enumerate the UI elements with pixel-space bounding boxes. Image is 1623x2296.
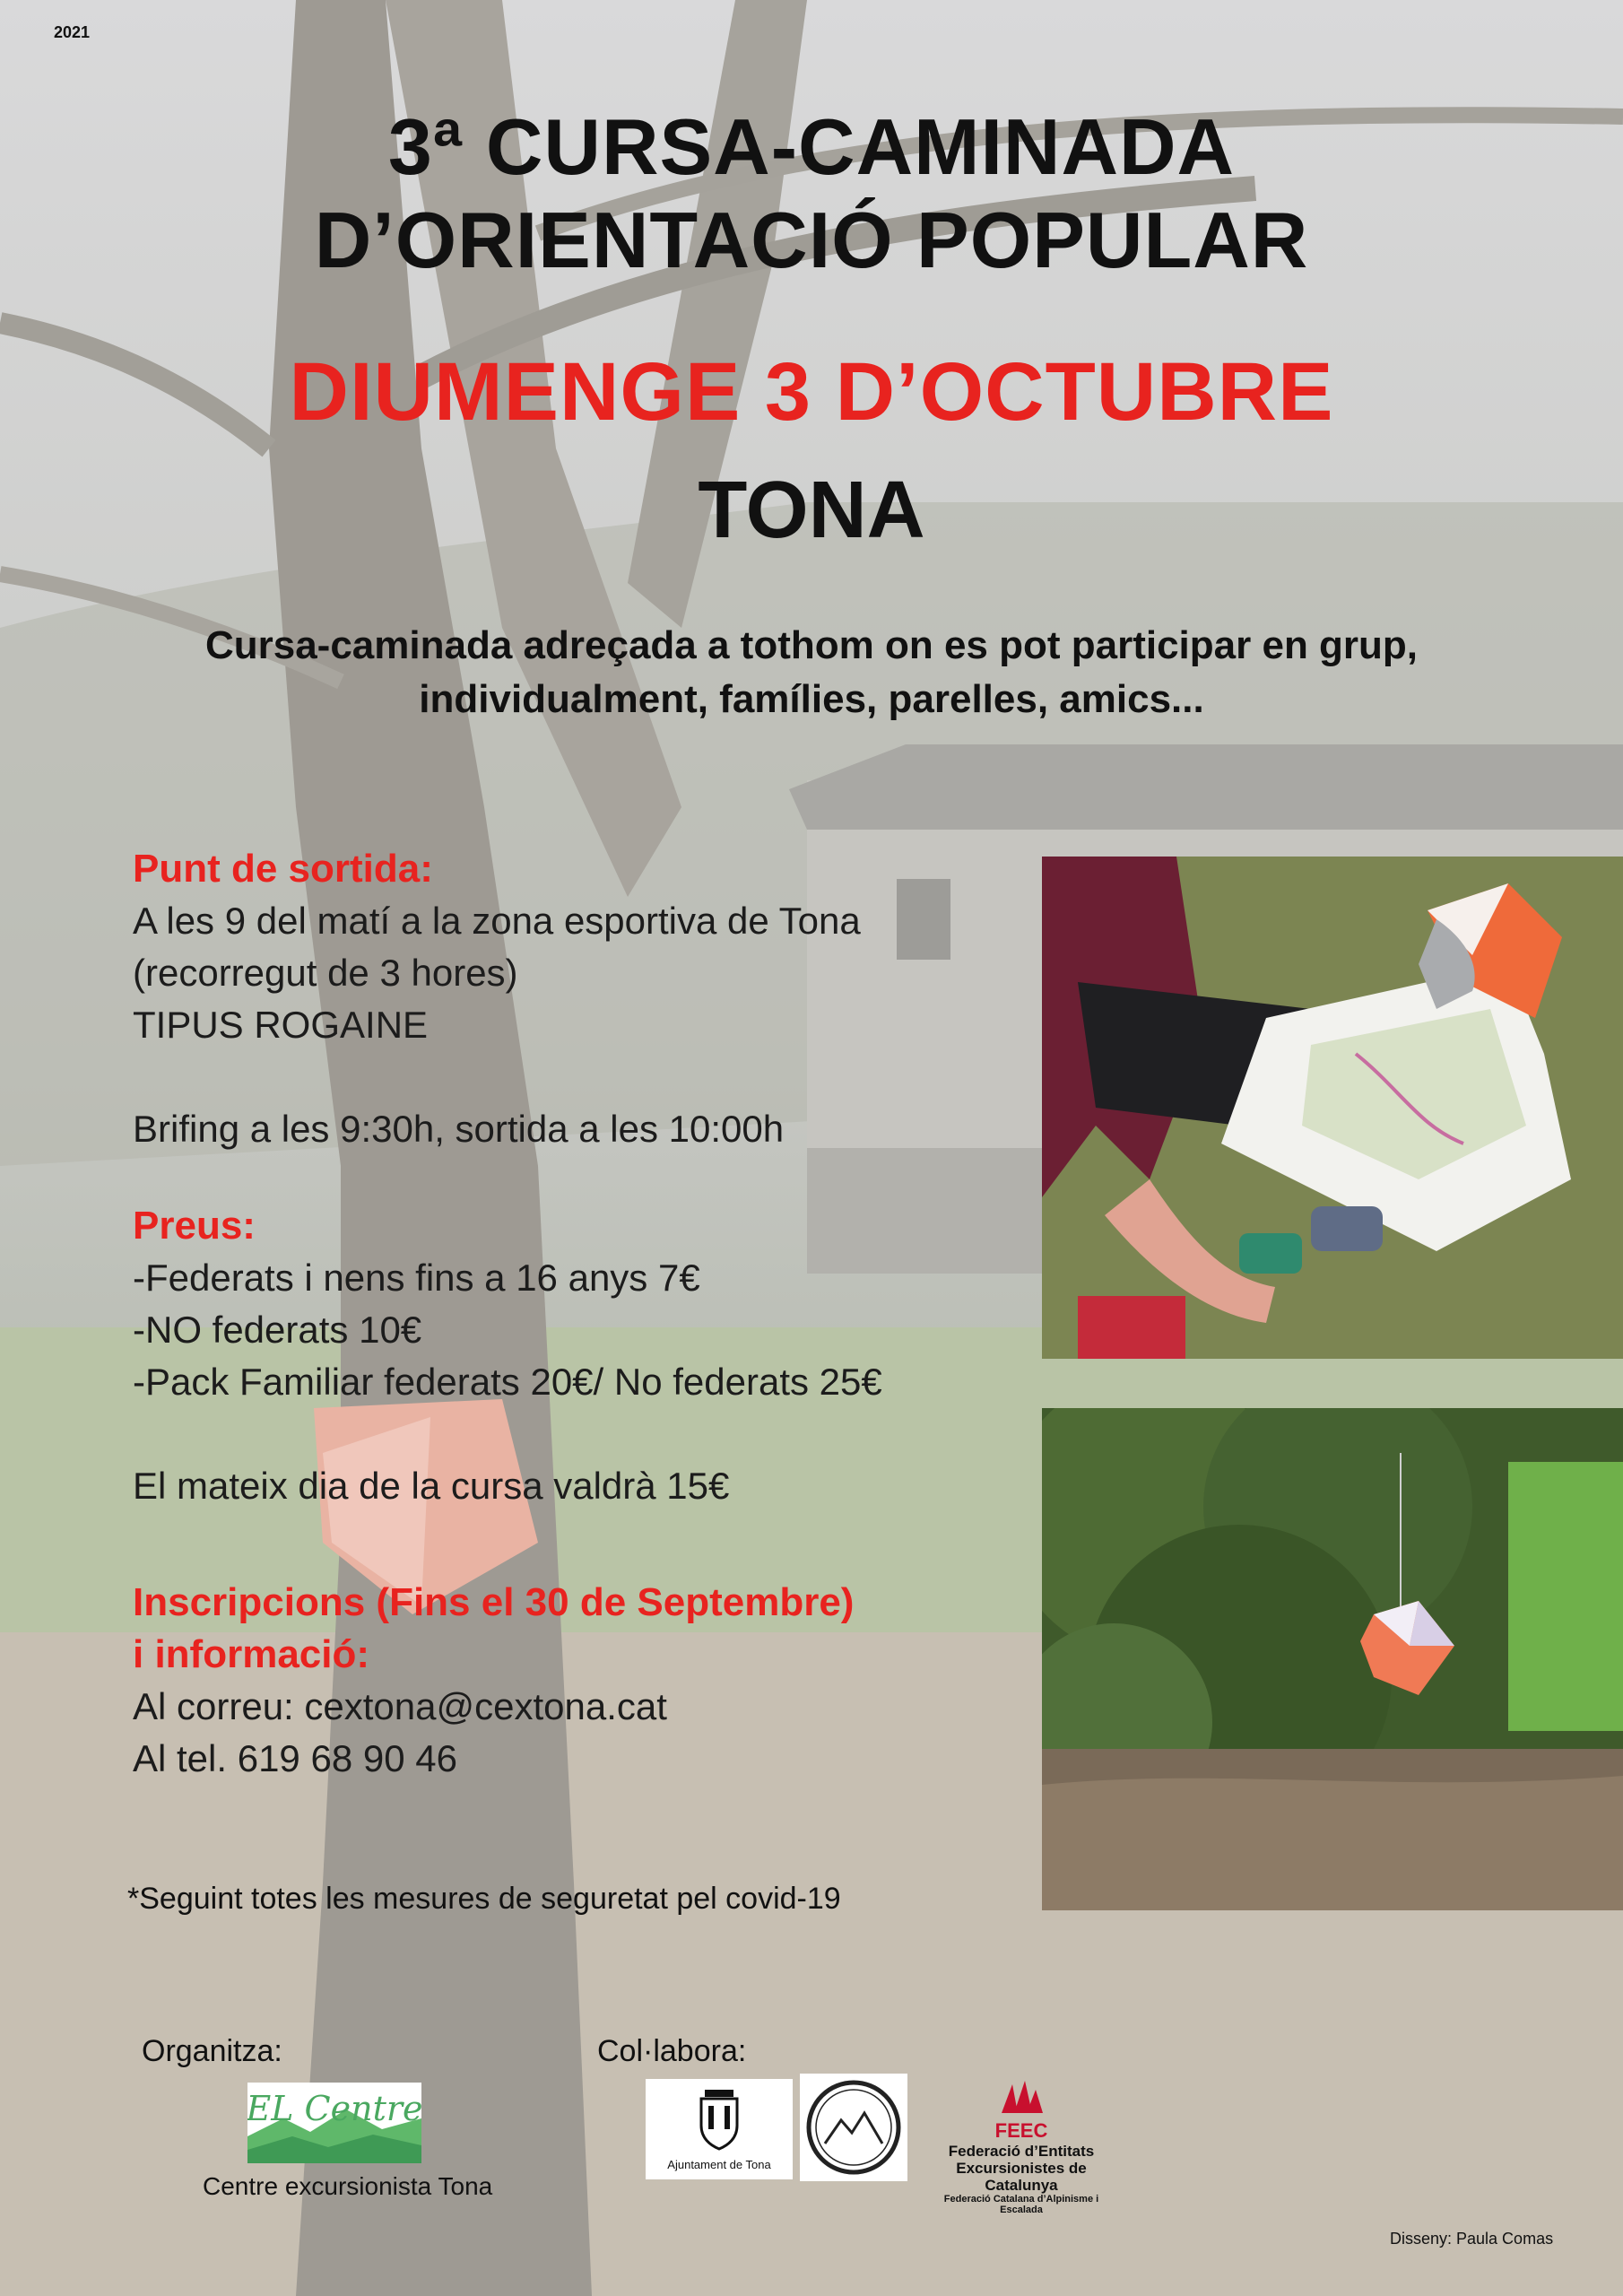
ajuntament-logo-text: Ajuntament de Tona: [667, 2158, 771, 2171]
covid-note: *Seguint totes les mesures de seguretat pel covid-19: [127, 1882, 841, 1916]
control-flag-photo: [1042, 1408, 1623, 1910]
organizer-name: Centre excursionista Tona: [203, 2172, 493, 2200]
start-section: [133, 843, 861, 1155]
map-reading-photo: [1042, 857, 1623, 1359]
start-heading: Punt de sortida:: [133, 847, 433, 891]
contact-email: Al correu: cextona@cextona.cat: [133, 1685, 667, 1727]
feec-line-2: Excursionistes de Catalunya: [956, 2160, 1087, 2194]
price-item: -Pack Familiar federats 20€/ No federats 25€: [133, 1361, 882, 1403]
collaborators-label: Col·labora:: [597, 2034, 747, 2068]
event-date: DIUMENGE 3 D’OCTUBRE: [289, 346, 1334, 438]
start-line-3: TIPUS ROGAINE: [133, 1004, 429, 1046]
intro-line-1: Cursa-caminada adreçada a tothom on es pot participar en grup,: [204, 623, 1419, 667]
contact-phone: Al tel. 619 68 90 46: [133, 1737, 457, 1779]
start-line-2: (recorregut de 3 hores): [133, 952, 518, 994]
feec-line-1: Federació d’Entitats: [948, 2143, 1095, 2160]
el-centre-logo: [247, 2083, 421, 2163]
briefing-time: Brifing a les 9:30h, sortida a les 10:00h: [133, 1108, 785, 1150]
registration-subheading: i informació:: [133, 1632, 370, 1676]
start-line-1: A les 9 del matí a la zona esportiva de Tona: [133, 900, 861, 942]
organizer-label: Organitza:: [142, 2034, 282, 2068]
feec-mountain-icon: [994, 2079, 1048, 2115]
event-title: [0, 100, 1623, 287]
same-day-price: El mateix dia de la cursa valdrà 15€: [133, 1465, 730, 1507]
prices-section: [133, 1200, 882, 1512]
price-item: -Federats i nens fins a 16 anys 7€: [133, 1257, 700, 1299]
event-place: TONA: [698, 465, 925, 555]
design-credit: Disseny: Paula Comas: [1390, 2230, 1554, 2248]
feec-tag: FEEC: [994, 2119, 1048, 2142]
prices-heading: Preus:: [133, 1204, 256, 1248]
title-line-1: 3ª CURSA-CAMINADA: [387, 102, 1236, 191]
intro-line-2: individualment, famílies, parelles, amics...: [419, 677, 1204, 721]
ajuntament-logo: [646, 2079, 793, 2179]
year-label: 2021: [54, 23, 91, 41]
registration-heading: Inscripcions (Fins el 30 de Septembre): [133, 1580, 855, 1624]
el-centre-logo-text: EL Centre: [247, 2089, 421, 2128]
registration-section: [133, 1577, 854, 1785]
title-line-2: D’ORIENTACIÓ POPULAR: [314, 196, 1309, 284]
price-item: -NO federats 10€: [133, 1309, 422, 1351]
mountain-club-logo: [800, 2074, 907, 2181]
feec-logo: [927, 2079, 1115, 2215]
feec-line-3: Federació Catalana d’Alpinisme i Escalada: [943, 2194, 1099, 2215]
intro-text: [0, 619, 1623, 726]
